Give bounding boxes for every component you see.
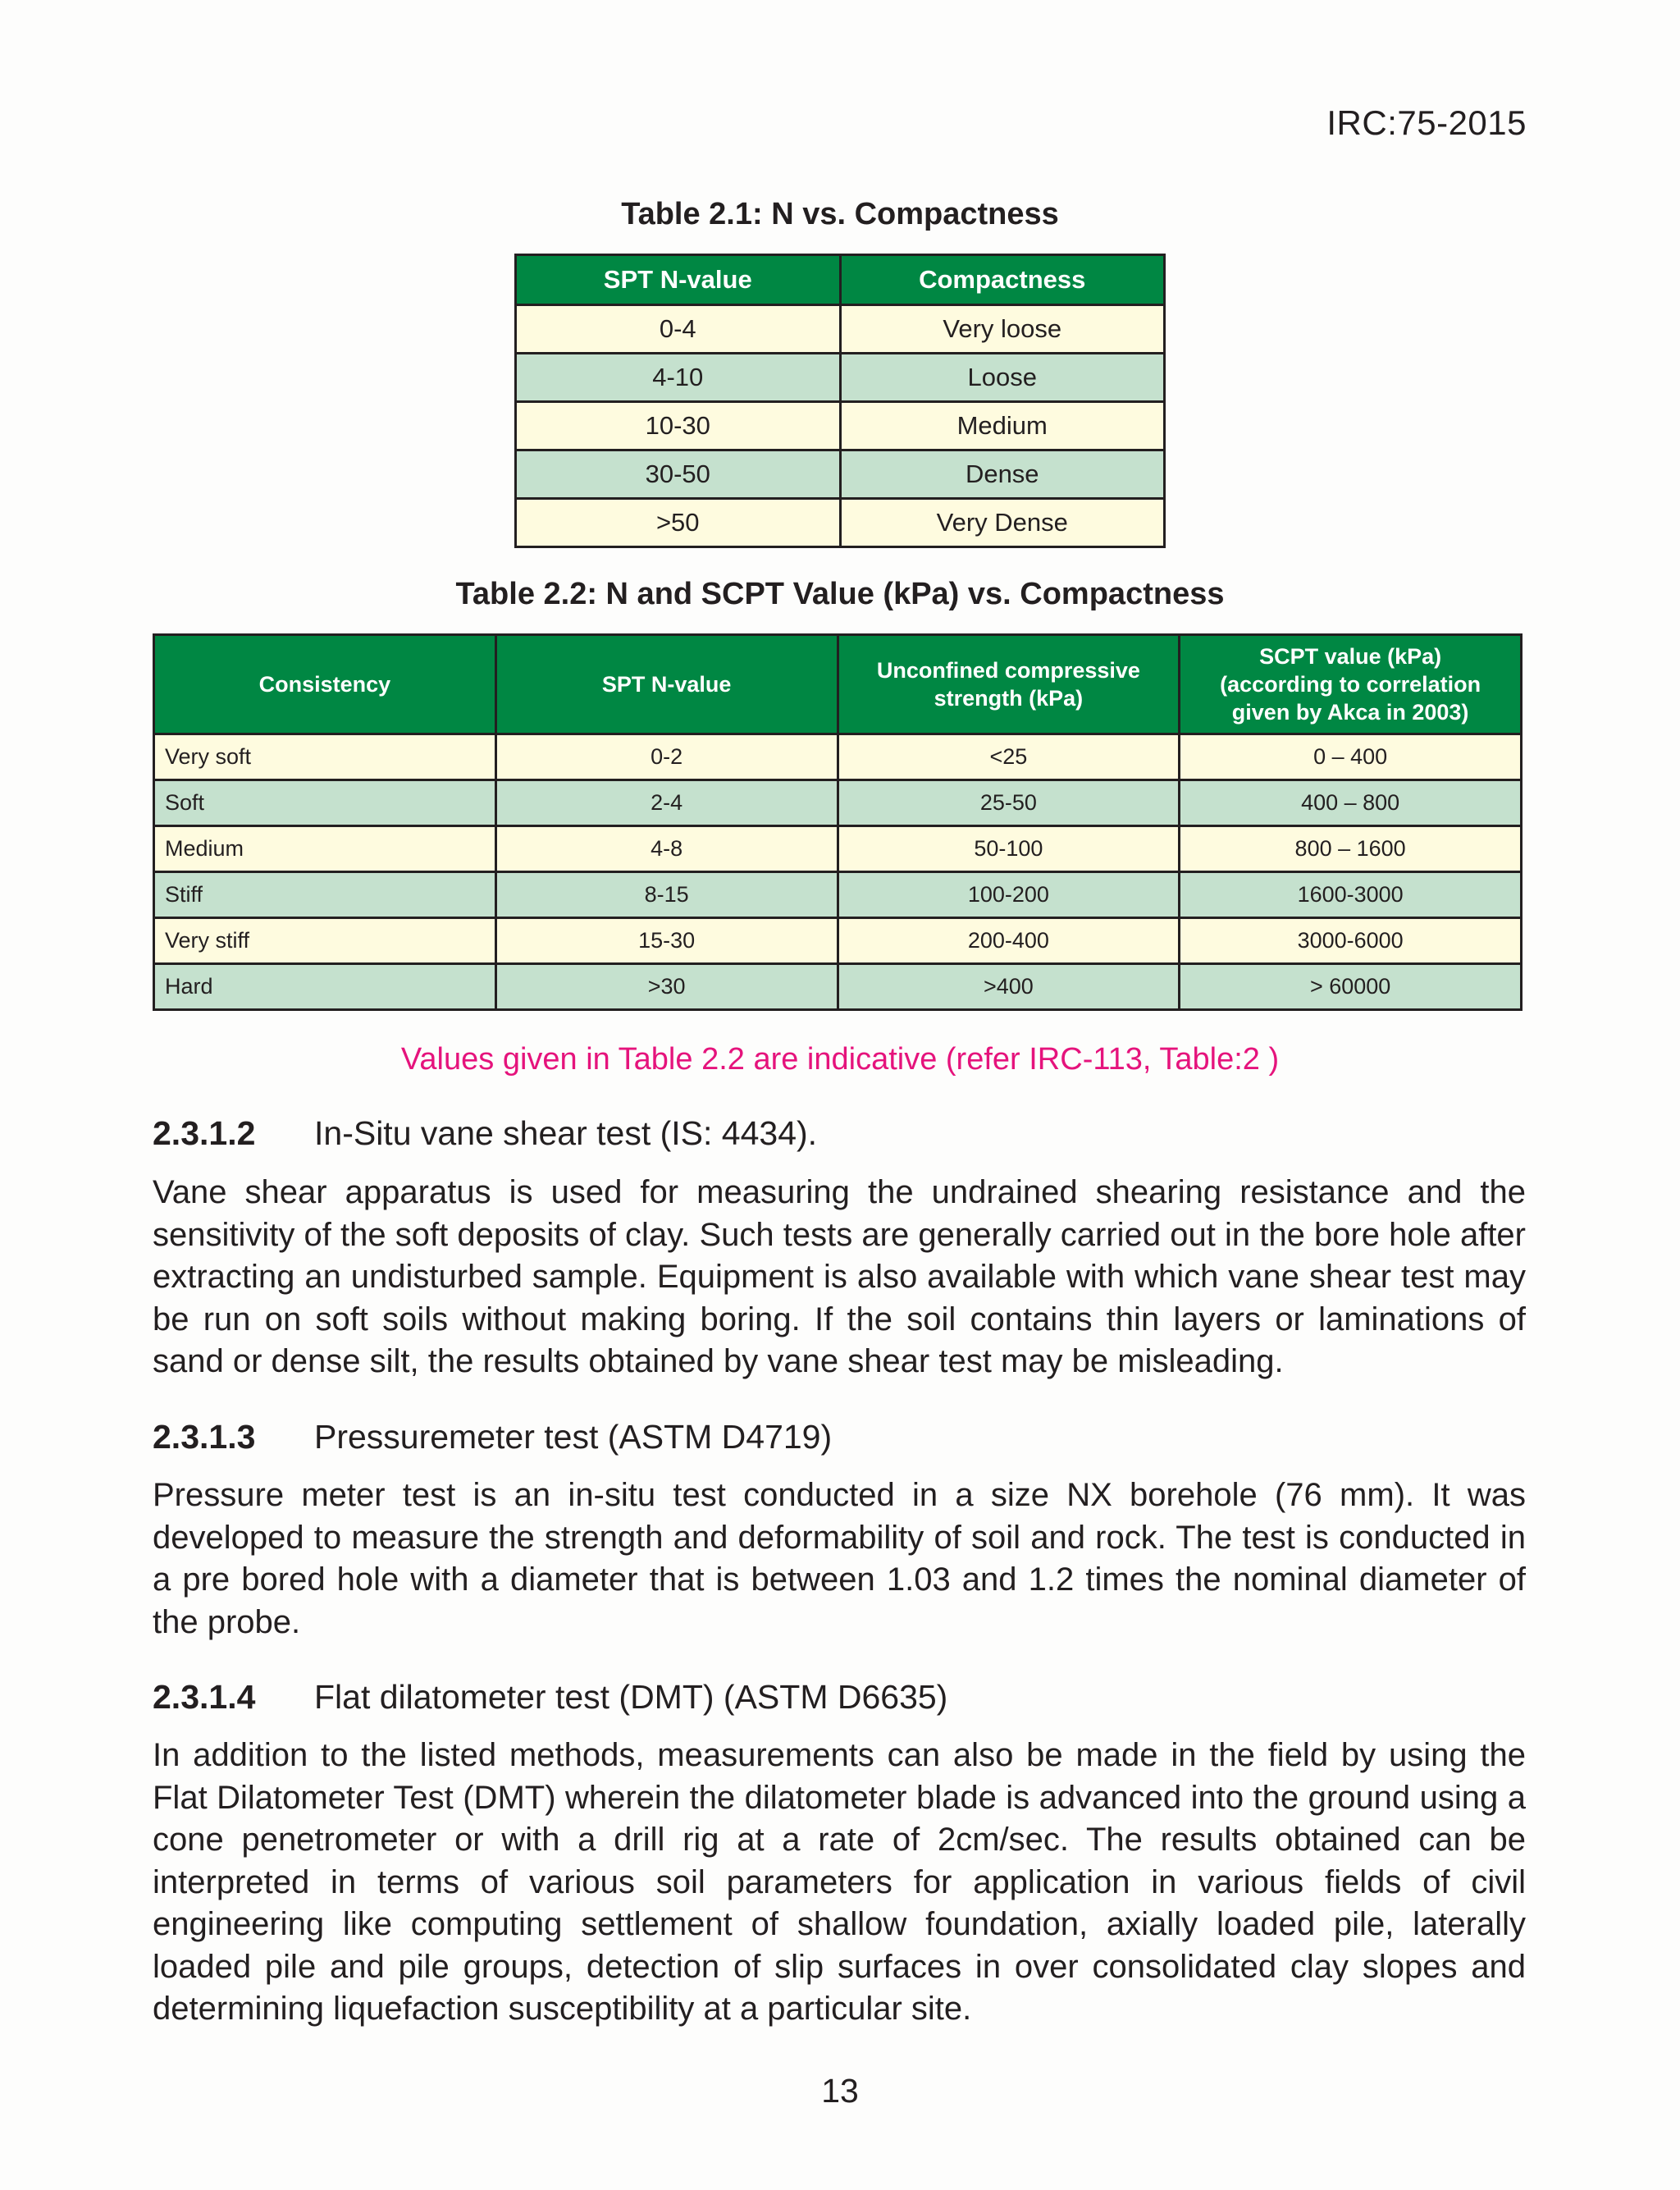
table-cell: 400 – 800	[1180, 780, 1522, 826]
section-number: 2.3.1.2	[153, 1114, 256, 1152]
page-number: 13	[821, 2072, 859, 2110]
header-cell: Consistency	[154, 635, 496, 734]
table-row	[516, 354, 1165, 402]
table-cell: 4-8	[495, 826, 838, 872]
table-row	[516, 305, 1165, 354]
section-heading	[153, 1114, 817, 1153]
table-row	[154, 872, 1522, 918]
section-title: In-Situ vane shear test (IS: 4434).	[314, 1114, 818, 1152]
table-header-row	[516, 255, 1165, 305]
table-header-row	[154, 635, 1522, 734]
table-cell: 800 – 1600	[1180, 826, 1522, 872]
table-cell: 3000-6000	[1180, 918, 1522, 964]
table-row	[154, 826, 1522, 872]
table-cell: <25	[838, 734, 1180, 780]
table2-caption: Table 2.2: N and SCPT Value (kPa) vs. Compactness	[455, 577, 1225, 611]
section-number: 2.3.1.3	[153, 1418, 256, 1456]
header-cell: SPT N-value	[495, 635, 838, 734]
table-cell: 15-30	[495, 918, 838, 964]
table-row	[154, 780, 1522, 826]
table-cell: >400	[838, 964, 1180, 1010]
table-cell: 0-2	[495, 734, 838, 780]
table-cell: 100-200	[838, 872, 1180, 918]
table-cell: 0-4	[516, 305, 841, 354]
table-cell: Medium	[154, 826, 496, 872]
table-note: Values given in Table 2.2 are indicative (refer IRC-113, Table:2 )	[400, 1042, 1280, 1077]
table-cell: 10-30	[516, 402, 841, 450]
table-cell: Very stiff	[154, 918, 496, 964]
table-n-vs-compactness	[514, 254, 1166, 548]
table-n-scpt-vs-compactness	[153, 633, 1522, 1011]
table-cell: 200-400	[838, 918, 1180, 964]
document-id: IRC:75-2015	[1326, 103, 1527, 142]
section-heading	[153, 1678, 947, 1717]
table-cell: Stiff	[154, 872, 496, 918]
section-body: Pressure meter test is an in-situ test conducted in a size NX borehole (76 mm). It was developed to measure the strength and deformability of soil and rock. The test is conducted in a pre bored hole with a diameter that is between 1.03 and 1.2 times the nominal diameter of the probe.	[153, 1477, 1526, 1640]
table-cell: Dense	[840, 450, 1165, 499]
section-body: In addition to the listed methods, measurements can also be made in the field by using the Flat Dilatometer Test (DMT) wherein the dilatometer blade is advanced into the ground using a cone penetrometer or with a drill rig at a rate of 2cm/sec. The results obtained can be interpreted in terms of various soil parameters for application in various fields of civil engineering like computing settlement of shallow foundation, axially loaded pile, laterally loaded pile and pile groups, detection of slip surfaces in over consolidated clay slopes and determining liquefaction susceptibility at a particular site.	[153, 1737, 1526, 2027]
table-cell: 50-100	[838, 826, 1180, 872]
table-row	[516, 450, 1165, 499]
table-cell: Soft	[154, 780, 496, 826]
table-cell: Medium	[840, 402, 1165, 450]
header-cell: Compactness	[840, 255, 1165, 305]
table-cell: 25-50	[838, 780, 1180, 826]
table-row	[154, 918, 1522, 964]
table-cell: Very Dense	[840, 499, 1165, 547]
section-heading	[153, 1418, 832, 1456]
table-cell: 30-50	[516, 450, 841, 499]
table-row	[154, 964, 1522, 1010]
table-cell: >30	[495, 964, 838, 1010]
header-cell: SCPT value (kPa) (according to correlation given by Akca in 2003)	[1180, 635, 1522, 734]
table-cell: >50	[516, 499, 841, 547]
table-cell: > 60000	[1180, 964, 1522, 1010]
header-cell: Unconfined compressive strength (kPa)	[838, 635, 1180, 734]
table-row	[516, 499, 1165, 547]
table-row	[516, 402, 1165, 450]
section-number: 2.3.1.4	[153, 1678, 256, 1716]
table-cell: Loose	[840, 354, 1165, 402]
section-title: Pressuremeter test (ASTM D4719)	[314, 1418, 833, 1456]
table-cell: 4-10	[516, 354, 841, 402]
table-cell: 2-4	[495, 780, 838, 826]
table-cell: 1600-3000	[1180, 872, 1522, 918]
table-cell: 0 – 400	[1180, 734, 1522, 780]
table1-caption: Table 2.1: N vs. Compactness	[621, 197, 1059, 231]
table-cell: Very loose	[840, 305, 1165, 354]
header-cell: SPT N-value	[516, 255, 841, 305]
section-title: Flat dilatometer test (DMT) (ASTM D6635)	[314, 1678, 948, 1716]
table-cell: 8-15	[495, 872, 838, 918]
section-body: Vane shear apparatus is used for measuring the undrained shearing resistance and the sensitivity of the soft deposits of clay. Such tests are generally carried out in the bore hole after extracting an undisturbed sample. Equipment is also available with which vane shear test may be run on soft soils without making boring. If the soil contains thin layers or laminations of sand or dense silt, the results obtained by vane shear test may be misleading.	[153, 1174, 1526, 1379]
table-row	[154, 734, 1522, 780]
table-cell: Very soft	[154, 734, 496, 780]
table-cell: Hard	[154, 964, 496, 1010]
